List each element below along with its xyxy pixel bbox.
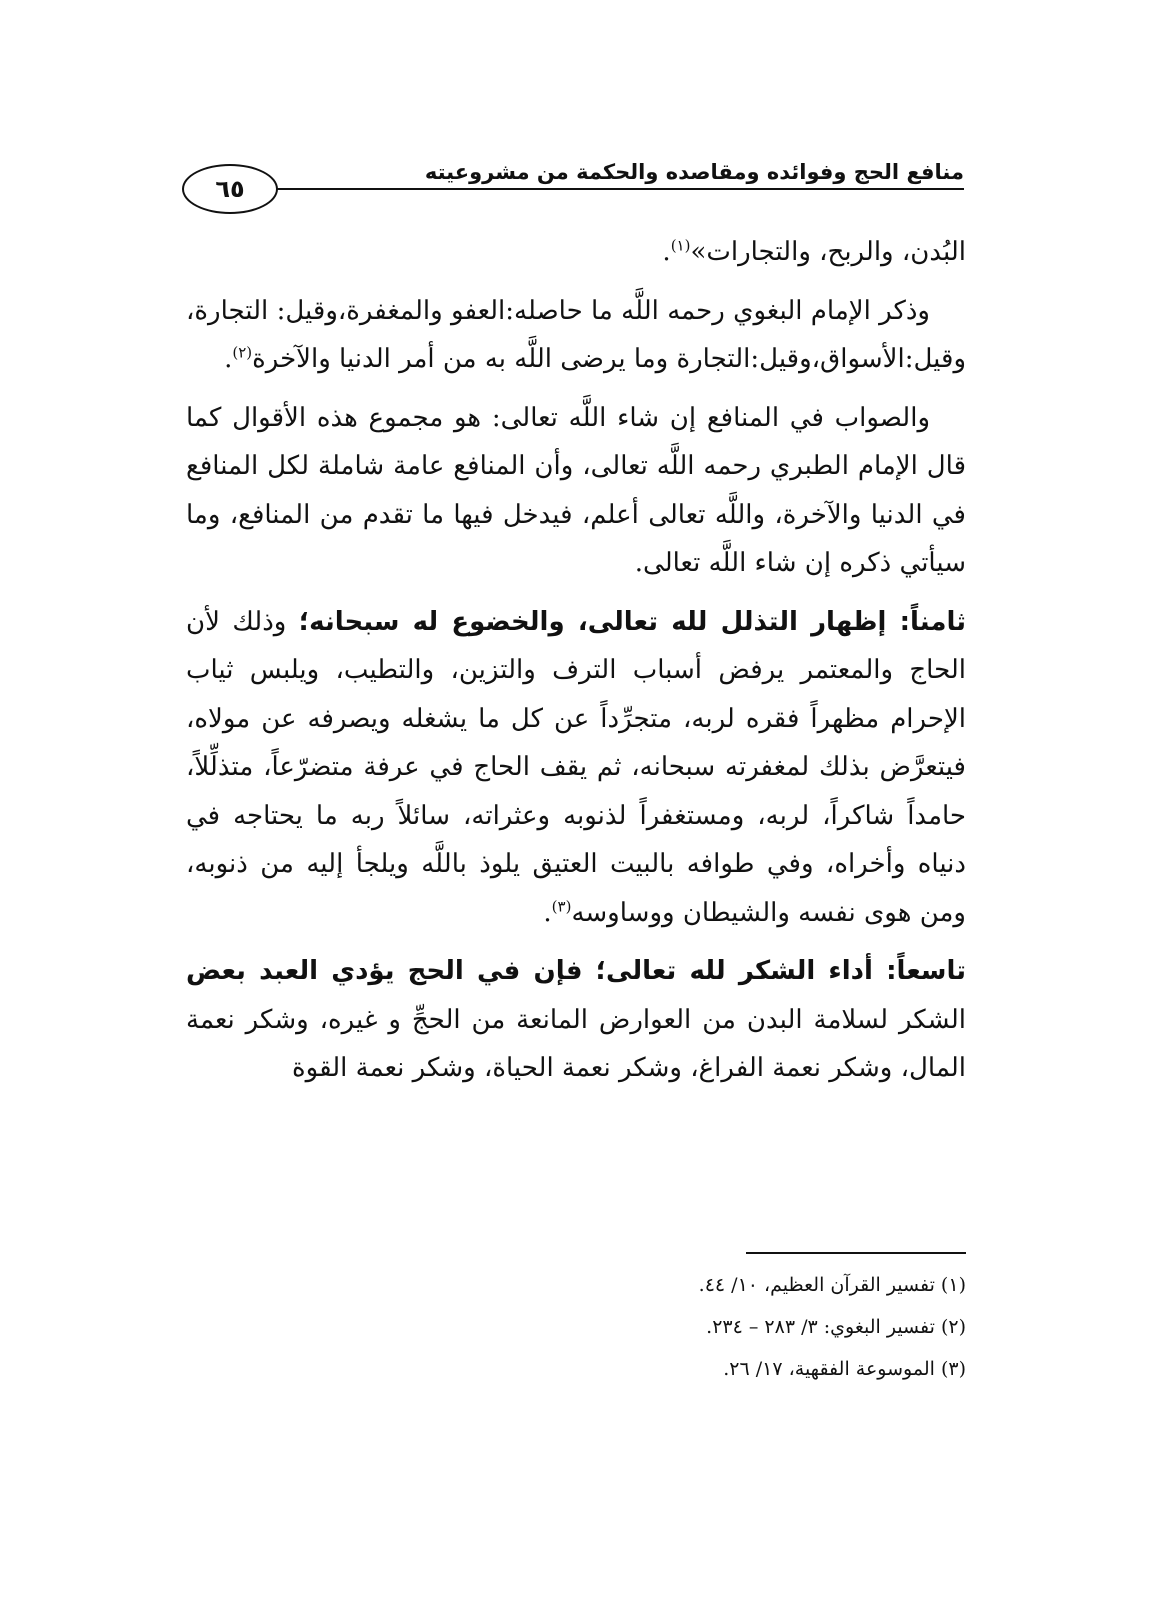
footnote-ref-1[interactable]: (١) — [670, 236, 691, 255]
paragraph-4-tail: . — [543, 897, 552, 928]
paragraph-4-text: وذلك لأن الحاج والمعتمر يرفض أسباب الترف والتزين، والتطيب، ويلبس ثياب الإحرام مظهراً فقره لربه، متجرِّداً عن كل ما يشغله ويصرفه عن مولاه، فيتعرَّض بذلك لمغفرته سبحانه، ثم يقف الحاج في عرفة متضرّعاً، متذلِّلاً، حامداً شاكراً، لربه، ومستغفراً لذنوبه وعثراته، سائلاً ربه ما يحتاجه في دنياه وأخراه، وفي طوافه بالبيت العتيق يلوذ باللَّه ويلجأ إليه من ذنوبه، ومن هوى نفسه والشيطان ووساوسه — [186, 606, 966, 928]
paragraph-3-text: والصواب في المنافع إن شاء اللَّه تعالى: هو مجموع هذه الأقوال كما قال الإمام الطبري رحمه اللَّه تعالى، وأن المنافع عامة شاملة لكل المنافع في الدنيا والآخرة، واللَّه تعالى أعلم، فيدخل فيها ما تقدم من المنافع، وما سيأتي ذكره إن شاء اللَّه تعالى. — [186, 402, 966, 578]
paragraph-2-tail: . — [224, 344, 233, 374]
paragraph-5-text: الشكر لسلامة البدن من العوارض المانعة من الحجِّ و غيره، وشكر نعمة المال، وشكر نعمة الفراغ، وشكر نعمة الحياة، وشكر نعمة القوة — [186, 1004, 966, 1083]
footnote-ref-3[interactable]: (٣) — [551, 896, 572, 915]
running-title: منافع الحج وفوائده ومقاصده والحكمة من مشروعيته — [424, 160, 964, 184]
paragraph-1-text: البُدن، والربح، والتجارات» — [690, 237, 966, 267]
paragraph-1 — [186, 228, 966, 277]
page-number: ٦٥ — [215, 175, 245, 203]
section-heading-ninth: تاسعاً: أداء الشكر لله تعالى؛ فإن في الحج يؤدي العبد بعض — [186, 956, 966, 986]
body-text — [186, 228, 966, 1103]
paragraph-2 — [186, 287, 966, 384]
header-rule — [274, 188, 964, 190]
footnote-3: (٣) الموسوعة الفقهية، ١٧/ ٢٦. — [723, 1358, 966, 1380]
paragraph-3 — [186, 394, 966, 588]
paragraph-4 — [186, 598, 966, 938]
section-heading-eighth: ثامناً: إظهار التذلل لله تعالى، والخضوع له سبحانه؛ — [298, 606, 967, 637]
paragraph-5 — [186, 947, 966, 1093]
page-number-badge — [182, 164, 278, 214]
paragraph-2-text: وذكر الإمام البغوي رحمه اللَّه ما حاصله:العفو والمغفرة،وقيل: التجارة، وقيل:الأسواق،وقيل:التجارة وما يرضى اللَّه به من أمر الدنيا والآخرة — [186, 295, 966, 374]
footnotes — [186, 1264, 966, 1390]
footnote-ref-2[interactable]: (٢) — [232, 343, 253, 362]
running-header — [182, 150, 964, 222]
footnote-2: (٢) تفسير البغوي: ٣/ ٢٨٣ – ٢٣٤. — [706, 1316, 966, 1338]
footnote-separator — [746, 1252, 966, 1254]
footnote-1: (١) تفسير القرآن العظيم، ١٠/ ٤٤. — [698, 1274, 966, 1296]
paragraph-1-tail: . — [662, 237, 671, 267]
